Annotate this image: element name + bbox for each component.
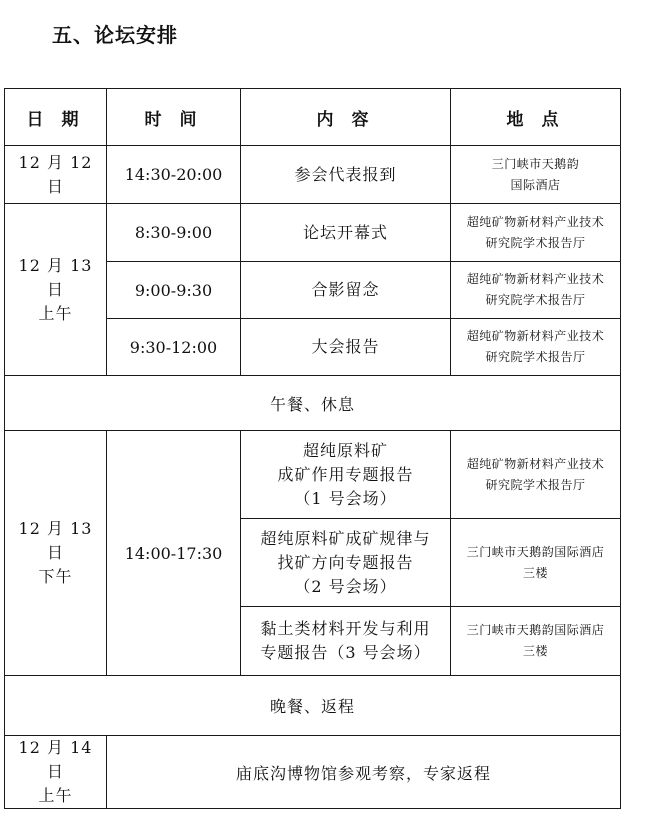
- date-period: 上午: [38, 786, 73, 805]
- break-cell: 午餐、休息: [5, 376, 621, 431]
- venue-line: 研究院学术报告厅: [485, 477, 586, 492]
- header-date: 日 期: [5, 89, 107, 146]
- content-line: （1 号会场）: [294, 488, 397, 508]
- date-period: 下午: [38, 567, 73, 586]
- time-cell: 9:30-12:00: [107, 319, 241, 376]
- header-venue: 地 点: [451, 89, 621, 146]
- venue-cell: [451, 607, 621, 676]
- date-cell: [5, 431, 107, 676]
- venue-line: 超纯矿物新材料产业技术: [466, 329, 605, 343]
- date-line: 12 月 14 日: [18, 738, 93, 781]
- content-line: 专题报告（3 号会场）: [260, 643, 431, 662]
- venue-line: 超纯矿物新材料产业技术: [466, 456, 605, 471]
- venue-cell: [451, 519, 621, 607]
- table-row: [5, 676, 621, 736]
- date-cell: [5, 736, 107, 809]
- venue-line: 三门峡市天鹅韵: [491, 156, 580, 171]
- time-cell: 14:30-20:00: [107, 146, 241, 204]
- venue-line: 国际酒店: [510, 177, 561, 192]
- date-cell: [5, 204, 107, 376]
- time-cell: 14:00-17:30: [107, 431, 241, 676]
- content-line: 超纯原料矿: [302, 440, 388, 460]
- table-header-row: [5, 89, 621, 146]
- content-line: 成矿作用专题报告: [277, 464, 414, 484]
- venue-line: 超纯矿物新材料产业技术: [466, 272, 605, 286]
- venue-line: 超纯矿物新材料产业技术: [466, 214, 605, 229]
- content-line: 黏土类材料开发与利用: [260, 619, 431, 638]
- content-cell: 合影留念: [241, 262, 451, 319]
- venue-line: 三楼: [522, 644, 548, 658]
- venue-line: 三门峡市天鹅韵国际酒店: [466, 544, 605, 559]
- venue-cell: [451, 146, 621, 204]
- content-cell: 参会代表报到: [241, 146, 451, 204]
- venue-cell: [451, 319, 621, 376]
- venue-line: 三楼: [522, 565, 548, 580]
- venue-cell: [451, 262, 621, 319]
- time-cell: 9:00-9:30: [107, 262, 241, 319]
- venue-cell: [451, 204, 621, 262]
- section-heading: 五、论坛安排: [52, 23, 178, 47]
- header-content: 内 容: [241, 89, 451, 146]
- content-line: 超纯原料矿成矿规律与: [260, 528, 431, 548]
- content-cell: [241, 607, 451, 676]
- table-row: [5, 146, 621, 204]
- date-period: 上午: [38, 303, 73, 323]
- date-line: 12 月 13 日: [18, 255, 93, 299]
- content-line: （2 号会场）: [294, 576, 397, 596]
- date-line: 12 月 13 日: [18, 519, 93, 562]
- forum-schedule-table: [4, 88, 621, 809]
- table-row: [5, 376, 621, 431]
- break-cell: 晚餐、返程: [5, 676, 621, 736]
- venue-cell: [451, 431, 621, 519]
- table-row: [5, 204, 621, 262]
- table-row: [5, 431, 621, 519]
- content-cell: 庙底沟博物馆参观考察，专家返程: [107, 736, 621, 809]
- venue-line: 研究院学术报告厅: [485, 293, 586, 307]
- time-cell: 8:30-9:00: [107, 204, 241, 262]
- date-cell: 12 月 12 日: [5, 146, 107, 204]
- content-cell: 论坛开幕式: [241, 204, 451, 262]
- content-cell: 大会报告: [241, 319, 451, 376]
- venue-line: 三门峡市天鹅韵国际酒店: [466, 623, 605, 637]
- content-line: 找矿方向专题报告: [277, 552, 414, 572]
- venue-line: 研究院学术报告厅: [485, 235, 586, 250]
- venue-line: 研究院学术报告厅: [485, 350, 586, 364]
- header-time: 时 间: [107, 89, 241, 146]
- table-row: [5, 736, 621, 809]
- content-cell: [241, 519, 451, 607]
- content-cell: [241, 431, 451, 519]
